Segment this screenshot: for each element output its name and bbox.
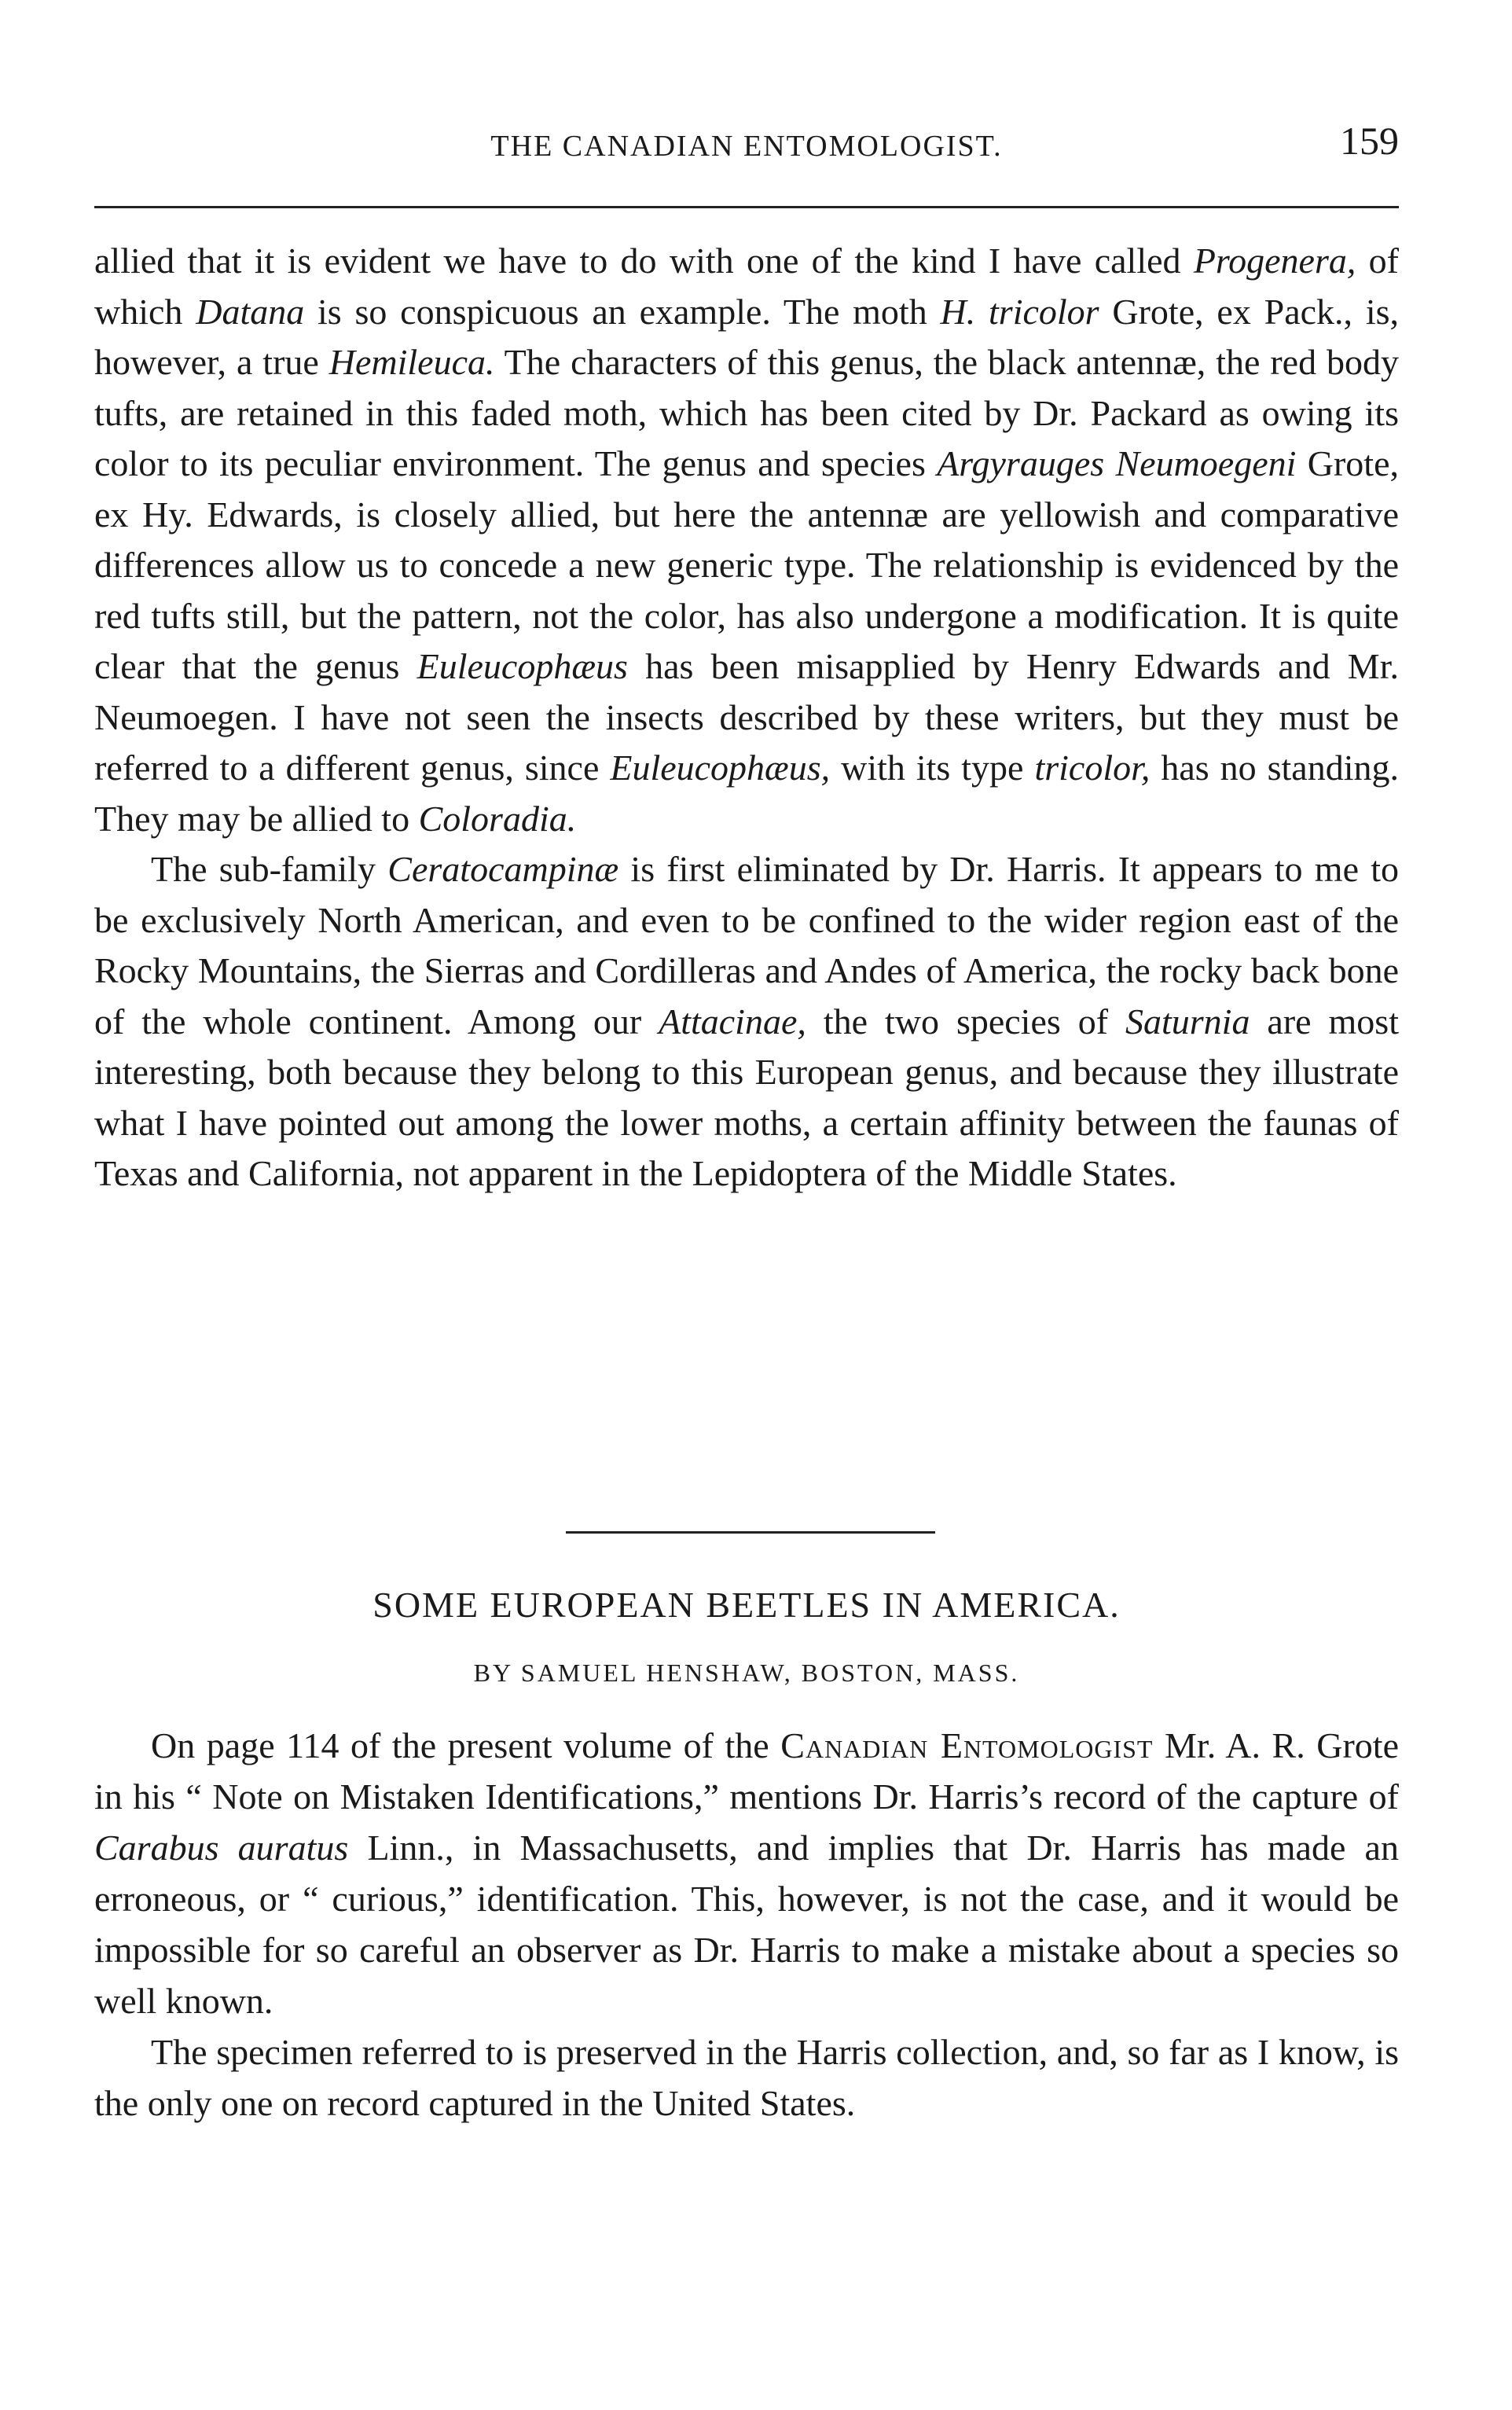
text-run: The characters of this genus, the black antennæ, the red body tufts, are retained in this faded moth, which has been cited by Dr. Packard as owing its color to its peculiar environment. The genus and species	[94, 342, 1399, 483]
text-run: On page 114 of the present volume of the	[151, 1725, 781, 1765]
section-body	[94, 236, 1399, 1199]
page-number: 159	[1340, 119, 1399, 163]
text-run: is first eliminated by Dr. Harris. It appears to me to be exclusively North American, and even to be confined to the wider region east of the Rocky Mountains, the Sierras and Cordilleras and Andes of America, the rocky back bone of the whole continent. Among our	[94, 849, 1400, 1042]
taxon-name: Saturnia	[1125, 1001, 1250, 1042]
text-run: has no standing. They may be allied to	[94, 748, 1399, 839]
text-run: with its type	[830, 748, 1035, 788]
text-run: the two species of	[806, 1001, 1125, 1042]
text-run: is so conspicuous an example. The moth	[304, 291, 941, 332]
taxon-name: H. tricolor	[940, 291, 1099, 332]
taxon-name: Datana	[196, 291, 305, 332]
taxon-name: Progenera,	[1193, 241, 1356, 281]
taxon-name: Ceratocampinæ	[387, 849, 619, 889]
text-run: Grote, ex Pack., is, however, a true	[94, 291, 1400, 382]
text-run: allied that it is evident we have to do with one of the kind I have called	[94, 241, 1194, 281]
text-run: of which	[94, 241, 1399, 332]
taxon-name: Argyrauges Neumoegeni	[937, 443, 1297, 483]
journal-name: Canadian Entomologist	[780, 1725, 1154, 1765]
running-header	[94, 118, 1399, 173]
section-divider	[566, 1531, 935, 1534]
paragraph	[94, 236, 1399, 844]
paragraph	[94, 1720, 1399, 2026]
paragraph	[94, 844, 1399, 1199]
taxon-name: Euleucophæus,	[610, 748, 831, 788]
taxon-name: Euleucophæus	[417, 646, 628, 686]
text-run: are most interesting, both because they belong to this European genus, and because they illustrate what I have pointed out among the lower moths, a certain affinity between the faunas of Texas and California, not apparent in the Lepidoptera of the Middle States.	[94, 1001, 1399, 1193]
text-run: Linn., in Massachusetts, and implies that Dr. Harris has made an erroneous, or “ curious,” identification. This, however, is not the case, and it would be impossible for so careful an observer as Dr. Harris to make a mistake about a species so well known.	[94, 1828, 1399, 2021]
running-title: THE CANADIAN ENTOMOLOGIST.	[490, 130, 1003, 163]
paragraph: The specimen referred to is preserved in the Harris collection, and, so far as I know, is the only one on record captured in the United States.	[94, 2032, 1399, 2123]
taxon-name: tricolor,	[1034, 748, 1151, 788]
article-body	[94, 1720, 1399, 2129]
taxon-name: Carabus auratus	[94, 1828, 349, 1868]
taxon-name: Hemileuca.	[328, 342, 495, 382]
taxon-name: Attacinae,	[659, 1001, 806, 1042]
article-title: SOME EUROPEAN BEETLES IN AMERICA.	[372, 1585, 1121, 1625]
text-run: has been misapplied by Henry Edwards and Mr. Neumoegen. I have not seen the insects described by these writers, but they must be referred to a different genus, since	[94, 646, 1399, 788]
text-run: The sub-family	[151, 849, 388, 889]
text-run: Mr. A. R. Grote in his “ Note on Mistaken Identifications,” mentions Dr. Harris’s record of the capture of	[94, 1725, 1400, 1817]
text-run: Grote, ex Hy. Edwards, is closely allied, but here the antennæ are yellowish and comparative differences allow us to concede a new generic type. The relationship is evidenced by the red tufts still, but the pattern, not the color, has also undergone a modification. It is quite clear that the genus	[94, 443, 1399, 686]
article-byline: BY SAMUEL HENSHAW, BOSTON, MASS.	[473, 1659, 1020, 1687]
header-rule	[94, 206, 1399, 208]
taxon-name: Coloradia.	[418, 798, 577, 839]
